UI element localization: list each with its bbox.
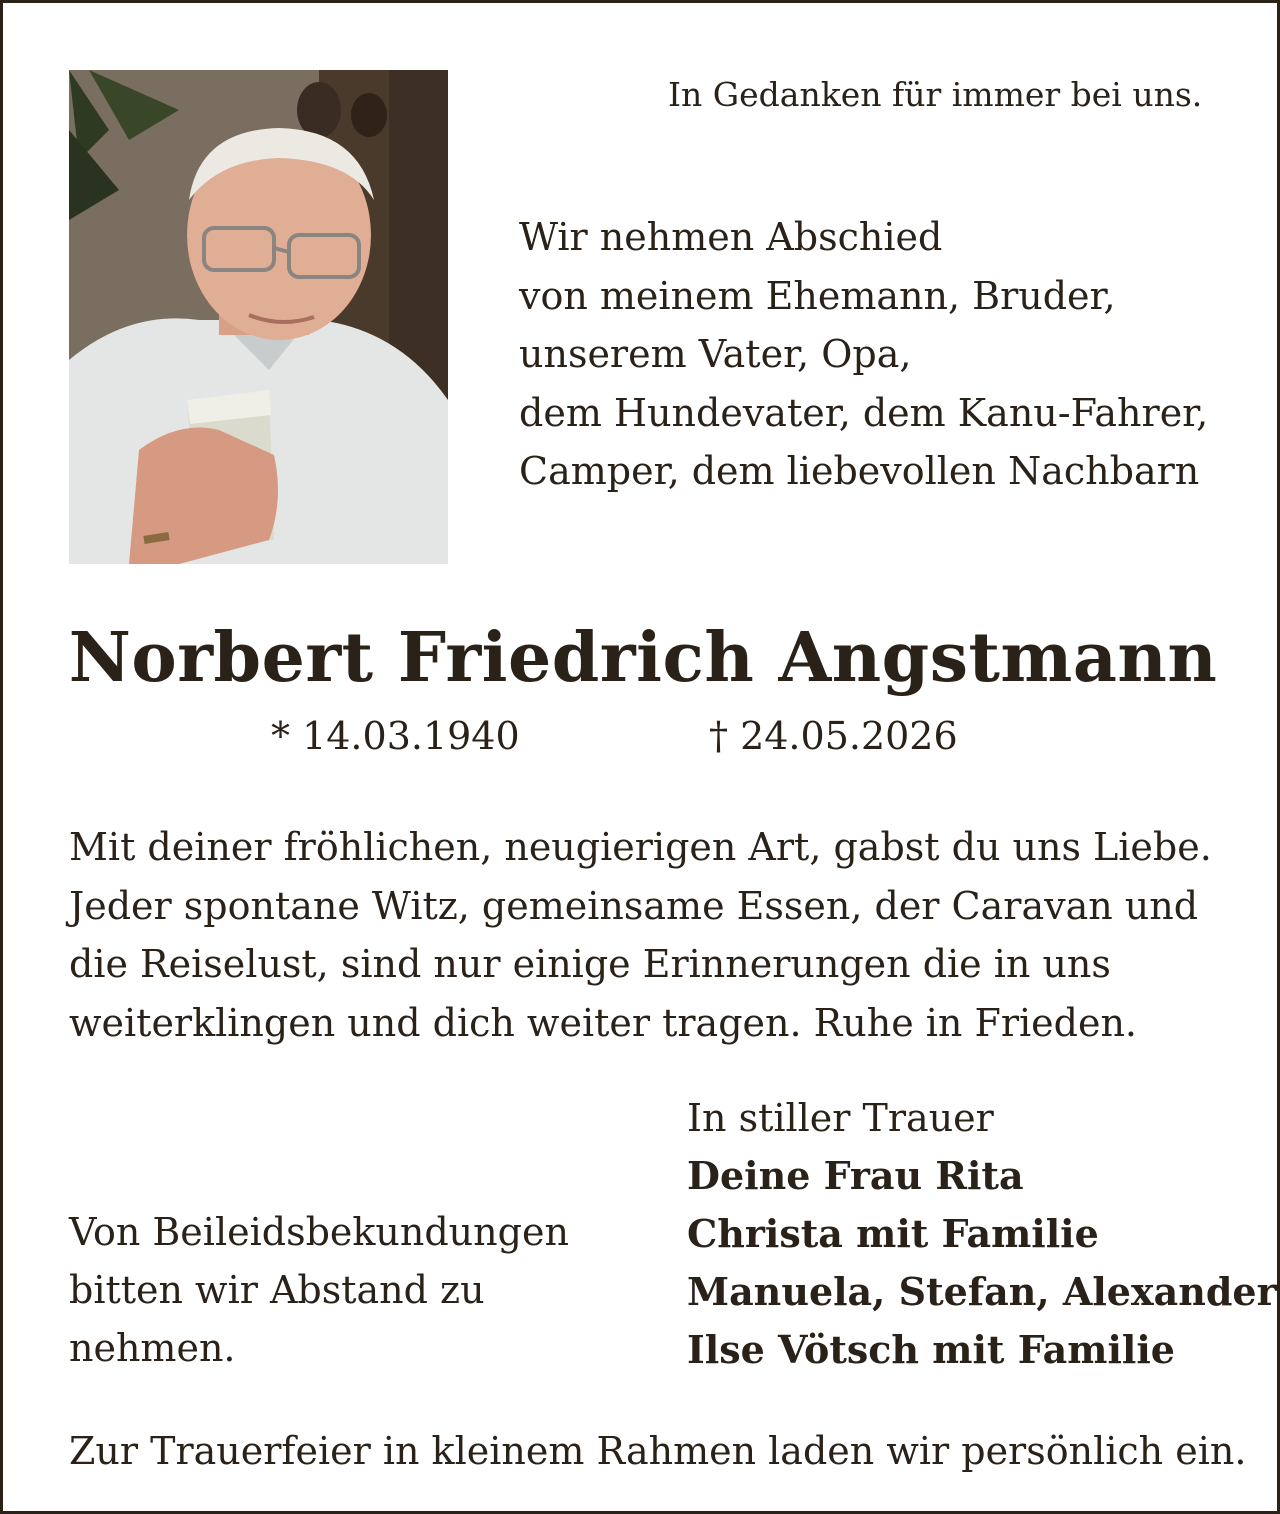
- mourner-name: Ilse Vötsch mit Familie: [687, 1327, 1175, 1372]
- mourner-name: Christa mit Familie: [687, 1211, 1099, 1256]
- condolence-line: bitten wir Abstand zu: [69, 1268, 485, 1312]
- motto-line: In Gedanken für immer bei uns.: [668, 75, 1203, 114]
- condolence-note: [69, 1203, 569, 1377]
- tribute-line: Jeder spontane Witz, gemeinsame Essen, der Caravan und: [69, 883, 1199, 928]
- birth-date: * 14.03.1940: [271, 714, 520, 758]
- mourners-block: [687, 1089, 1277, 1379]
- portrait-photo: [69, 70, 448, 564]
- portrait-image: [69, 70, 448, 564]
- tribute-line: die Reiselust, sind nur einige Erinnerungen die in uns: [69, 942, 1111, 986]
- mourning-lead: In stiller Trauer: [687, 1096, 994, 1140]
- tribute-text: [69, 818, 1212, 1052]
- intro-line: dem Hundevater, dem Kanu-Fahrer,: [519, 390, 1209, 435]
- condolence-line: Von Beileidsbekundungen: [69, 1210, 569, 1254]
- intro-line: Camper, dem liebevollen Nachbarn: [519, 449, 1200, 493]
- tribute-line: Mit deiner fröhlichen, neugierigen Art, gabst du uns Liebe.: [69, 825, 1212, 869]
- tribute-line: weiterklingen und dich weiter tragen. Ruhe in Frieden.: [69, 1000, 1138, 1045]
- intro-line: von meinem Ehemann, Bruder,: [519, 273, 1116, 318]
- intro-line: Wir nehmen Abschied: [519, 215, 943, 259]
- death-date: † 24.05.2026: [709, 714, 958, 758]
- deceased-name: Norbert Friedrich Angstmann: [68, 618, 1218, 698]
- funeral-note: Zur Trauerfeier in kleinem Rahmen laden wir persönlich ein.: [69, 1429, 1247, 1473]
- condolence-line: nehmen.: [69, 1326, 236, 1370]
- mourner-name: Deine Frau Rita: [687, 1153, 1024, 1198]
- mourner-name: Manuela, Stefan, Alexander: [687, 1269, 1277, 1314]
- intro-line: unserem Vater, Opa,: [519, 332, 912, 376]
- farewell-intro: [519, 208, 1208, 501]
